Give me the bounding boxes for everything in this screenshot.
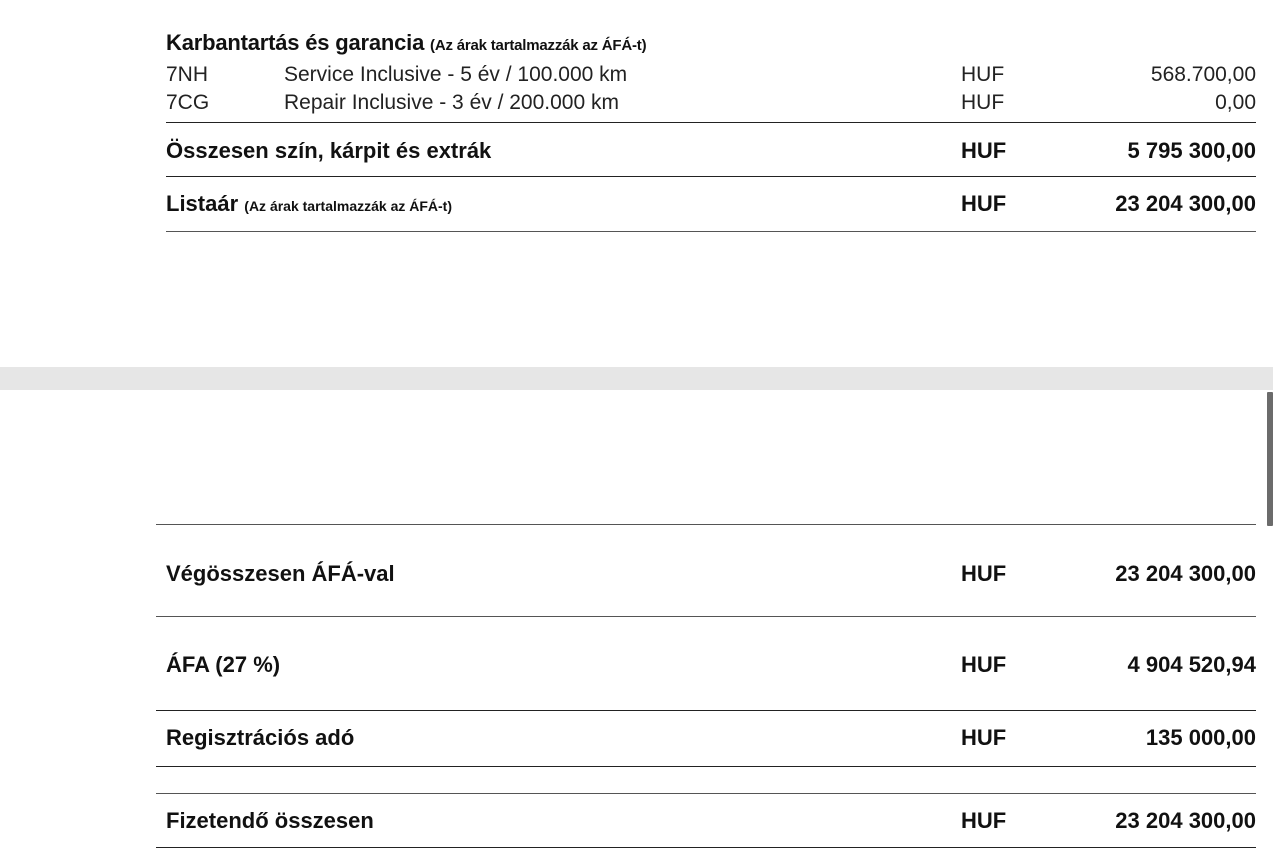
totals-currency: HUF xyxy=(961,725,1007,750)
totals-currency: HUF xyxy=(961,652,1007,677)
maintenance-section-title xyxy=(166,30,646,56)
divider xyxy=(166,231,1256,232)
list-price-label: Listaár xyxy=(166,191,239,216)
list-price-amount: 23 204 300,00 xyxy=(1115,191,1256,216)
item-description: Repair Inclusive - 3 év / 200.000 km xyxy=(284,91,619,114)
list-price-currency: HUF xyxy=(961,191,1007,216)
subtotal-amount: 5 795 300,00 xyxy=(1127,138,1256,163)
totals-amount: 4 904 520,94 xyxy=(1127,652,1256,677)
item-code: 7NH xyxy=(166,63,209,86)
divider xyxy=(156,793,1256,794)
page-break-bar xyxy=(0,367,1273,390)
totals-label: Regisztrációs adó xyxy=(166,725,355,750)
totals-currency: HUF xyxy=(961,561,1007,586)
maintenance-title: Karbantartás és garancia xyxy=(166,30,425,55)
divider xyxy=(156,766,1256,767)
list-price-vat-note: (Az árak tartalmazzák az ÁFÁ-t) xyxy=(244,198,453,214)
item-currency: HUF xyxy=(961,91,1005,114)
totals-amount: 23 204 300,00 xyxy=(1115,561,1256,586)
scrollbar-thumb[interactable] xyxy=(1267,392,1273,526)
divider xyxy=(156,524,1256,525)
totals-amount: 135 000,00 xyxy=(1145,725,1256,750)
totals-currency: HUF xyxy=(961,808,1007,833)
item-currency: HUF xyxy=(961,63,1005,86)
totals-label: ÁFA (27 %) xyxy=(166,652,281,677)
maintenance-item-row xyxy=(166,90,1256,116)
subtotal-label: Összesen szín, kárpit és extrák xyxy=(166,138,492,163)
divider xyxy=(166,176,1256,177)
item-description: Service Inclusive - 5 év / 100.000 km xyxy=(284,63,628,86)
totals-label: Fizetendő összesen xyxy=(166,808,374,833)
totals-row xyxy=(166,723,1256,753)
divider xyxy=(156,710,1256,711)
divider xyxy=(156,847,1256,848)
item-amount: 0,00 xyxy=(1215,91,1256,114)
divider xyxy=(166,122,1256,123)
totals-label: Végösszesen ÁFÁ-val xyxy=(166,561,395,586)
divider xyxy=(156,616,1256,617)
totals-amount: 23 204 300,00 xyxy=(1115,808,1256,833)
item-amount: 568.700,00 xyxy=(1150,63,1256,86)
maintenance-vat-note: (Az árak tartalmazzák az ÁFÁ-t) xyxy=(430,37,647,54)
maintenance-item-row xyxy=(166,62,1256,88)
list-price-row xyxy=(166,189,1256,219)
list-price-label-group xyxy=(166,191,961,217)
totals-row xyxy=(166,559,1256,589)
subtotal-currency: HUF xyxy=(961,138,1007,163)
subtotal-row xyxy=(166,136,1256,166)
totals-row xyxy=(166,806,1256,836)
totals-row xyxy=(166,650,1256,680)
item-code: 7CG xyxy=(166,91,210,114)
